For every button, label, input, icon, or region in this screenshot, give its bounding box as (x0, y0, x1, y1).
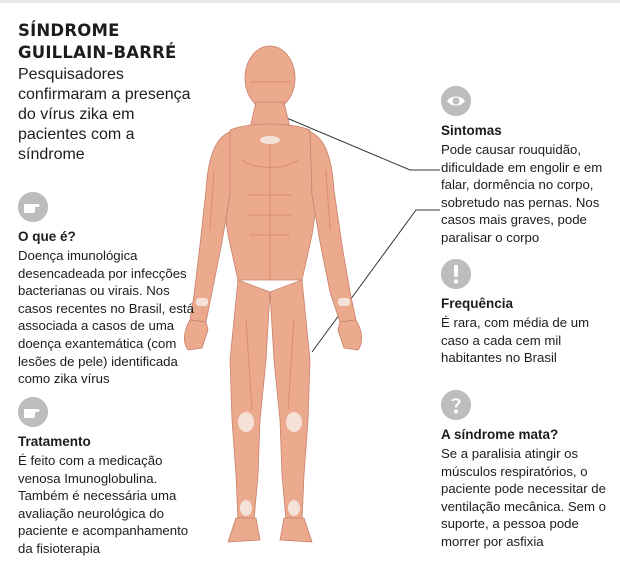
question-icon (441, 390, 471, 420)
exclamation-icon (441, 259, 471, 289)
section-treatment (18, 397, 200, 558)
muscular-body-illustration (180, 30, 440, 550)
section-mortality-text: Se a paralisia atingir os músculos respiratórios, o paciente pode necessitar de ventilação mecânica. Sem o suporte, a pessoa pode morrer por asfixia (441, 446, 606, 549)
section-what-is (18, 192, 203, 388)
subtitle: Pesquisadores confirmaram a presença do vírus zika em pacientes com a síndrome (18, 66, 191, 163)
section-symptoms (441, 86, 616, 247)
pointing-hand-icon (18, 397, 48, 427)
title-line-2: GUILLAIN-BARRÉ (18, 43, 177, 62)
section-frequency-heading: Frequência (441, 296, 514, 311)
eye-icon (441, 86, 471, 116)
section-treatment-text: É feito com a medicação venosa Imunoglobulina. Também é necessária uma avaliação neurológica do paciente e acompanhamento da fisioterapia (18, 453, 189, 556)
title-line-1: SÍNDROME (18, 21, 120, 40)
section-symptoms-heading: Sintomas (441, 123, 502, 138)
section-mortality (441, 390, 611, 551)
section-frequency-text: É rara, com média de um caso a cada cem mil habitantes no Brasil (441, 315, 590, 366)
section-symptoms-text: Pode causar rouquidão, dificuldade em engolir e em falar, dormência no corpo, sobretudo nas pernas. Nos casos mais graves, pode paralisar o corpo (441, 142, 603, 245)
pointing-hand-icon (18, 192, 48, 222)
section-what-heading: O que é? (18, 229, 76, 244)
section-treatment-heading: Tratamento (18, 434, 91, 449)
section-what-text: Doença imunológica desencadeada por infecções bacterianas ou virais. Nos casos recentes no Brasil, está associada a casos de uma doença exantemática (com lesões de pele) identificada como zika vírus (18, 248, 194, 387)
section-mortality-heading: A síndrome mata? (441, 427, 559, 442)
section-frequency (441, 259, 611, 367)
